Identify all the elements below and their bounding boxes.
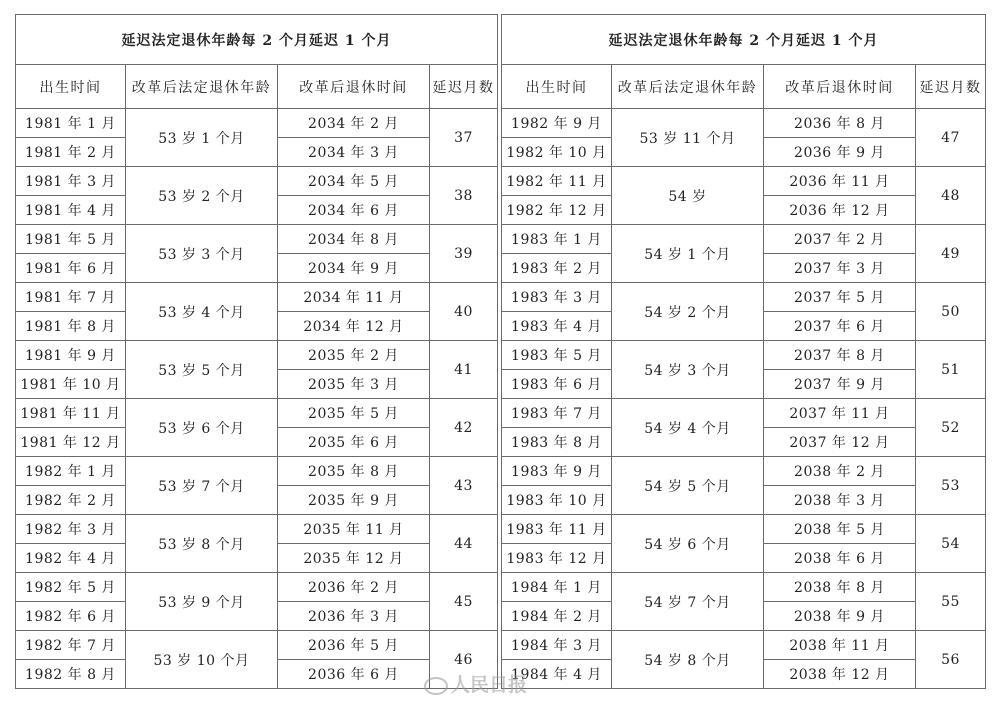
birth-time-cell: 1984 年 3 月 (502, 631, 612, 660)
table-row (502, 341, 986, 370)
retirement-time-cell: 2036 年 9 月 (764, 138, 916, 167)
retirement-time-cell: 2035 年 12 月 (278, 544, 430, 573)
birth-time-cell: 1983 年 2 月 (502, 254, 612, 283)
table-row (16, 631, 498, 660)
delay-months-cell: 49 (916, 225, 986, 283)
retirement-time-cell: 2037 年 2 月 (764, 225, 916, 254)
birth-time-cell: 1981 年 3 月 (16, 167, 126, 196)
retirement-time-cell: 2037 年 5 月 (764, 283, 916, 312)
table-row (16, 515, 498, 544)
table-row (16, 573, 498, 602)
birth-time-cell: 1981 年 9 月 (16, 341, 126, 370)
retirement-age-cell: 54 岁 1 个月 (612, 225, 764, 283)
birth-time-cell: 1982 年 12 月 (502, 196, 612, 225)
retirement-time-cell: 2038 年 9 月 (764, 602, 916, 631)
retirement-time-cell: 2035 年 6 月 (278, 428, 430, 457)
delay-months-cell: 44 (430, 515, 498, 573)
birth-time-cell: 1983 年 8 月 (502, 428, 612, 457)
retirement-time-cell: 2038 年 12 月 (764, 660, 916, 689)
birth-time-cell: 1983 年 11 月 (502, 515, 612, 544)
delay-months-cell: 42 (430, 399, 498, 457)
delay-months-cell: 50 (916, 283, 986, 341)
birth-time-cell: 1982 年 8 月 (16, 660, 126, 689)
table-header-row (16, 65, 498, 109)
retirement-time-cell: 2035 年 8 月 (278, 457, 430, 486)
delay-months-cell: 56 (916, 631, 986, 689)
table-row (16, 167, 498, 196)
table-row (502, 573, 986, 602)
watermark-text: 人民日报 (451, 674, 528, 696)
retirement-time-cell: 2036 年 12 月 (764, 196, 916, 225)
table-row (502, 399, 986, 428)
birth-time-cell: 1981 年 1 月 (16, 109, 126, 138)
header-retirement-time: 改革后退休时间 (278, 65, 430, 109)
birth-time-cell: 1982 年 4 月 (16, 544, 126, 573)
birth-time-cell: 1981 年 6 月 (16, 254, 126, 283)
retirement-age-cell: 53 岁 3 个月 (126, 225, 278, 283)
birth-time-cell: 1984 年 4 月 (502, 660, 612, 689)
retirement-time-cell: 2034 年 11 月 (278, 283, 430, 312)
retirement-time-cell: 2035 年 9 月 (278, 486, 430, 515)
retirement-age-cell: 53 岁 9 个月 (126, 573, 278, 631)
delay-months-cell: 41 (430, 341, 498, 399)
delay-months-cell: 47 (916, 109, 986, 167)
birth-time-cell: 1983 年 12 月 (502, 544, 612, 573)
retirement-age-cell: 54 岁 7 个月 (612, 573, 764, 631)
header-birth-time: 出生时间 (502, 65, 612, 109)
retirement-table-left (15, 14, 498, 689)
header-retirement-time: 改革后退休时间 (764, 65, 916, 109)
birth-time-cell: 1981 年 10 月 (16, 370, 126, 399)
header-retirement-age: 改革后法定退休年龄 (126, 65, 278, 109)
table-title-row (502, 15, 986, 65)
delay-months-cell: 38 (430, 167, 498, 225)
birth-time-cell: 1981 年 12 月 (16, 428, 126, 457)
table-row (502, 515, 986, 544)
table-row (16, 109, 498, 138)
retirement-age-cell: 54 岁 8 个月 (612, 631, 764, 689)
delay-months-cell: 39 (430, 225, 498, 283)
table-row (16, 341, 498, 370)
delay-months-cell: 52 (916, 399, 986, 457)
retirement-age-cell: 53 岁 8 个月 (126, 515, 278, 573)
retirement-time-cell: 2036 年 8 月 (764, 109, 916, 138)
birth-time-cell: 1982 年 6 月 (16, 602, 126, 631)
birth-time-cell: 1984 年 2 月 (502, 602, 612, 631)
header-delay-months: 延迟月数 (430, 65, 498, 109)
retirement-time-cell: 2036 年 3 月 (278, 602, 430, 631)
retirement-age-cell: 54 岁 4 个月 (612, 399, 764, 457)
birth-time-cell: 1981 年 7 月 (16, 283, 126, 312)
retirement-age-cell: 53 岁 7 个月 (126, 457, 278, 515)
birth-time-cell: 1983 年 5 月 (502, 341, 612, 370)
delay-months-cell: 48 (916, 167, 986, 225)
birth-time-cell: 1981 年 8 月 (16, 312, 126, 341)
birth-time-cell: 1982 年 2 月 (16, 486, 126, 515)
birth-time-cell: 1983 年 7 月 (502, 399, 612, 428)
birth-time-cell: 1981 年 2 月 (16, 138, 126, 167)
table-header-row (502, 65, 986, 109)
birth-time-cell: 1981 年 5 月 (16, 225, 126, 254)
retirement-age-cell: 54 岁 3 个月 (612, 341, 764, 399)
table-row (502, 283, 986, 312)
retirement-time-cell: 2035 年 2 月 (278, 341, 430, 370)
birth-time-cell: 1982 年 10 月 (502, 138, 612, 167)
table-row (502, 109, 986, 138)
retirement-time-cell: 2034 年 5 月 (278, 167, 430, 196)
retirement-time-cell: 2035 年 3 月 (278, 370, 430, 399)
retirement-time-cell: 2034 年 2 月 (278, 109, 430, 138)
birth-time-cell: 1982 年 9 月 (502, 109, 612, 138)
retirement-time-cell: 2035 年 5 月 (278, 399, 430, 428)
retirement-time-cell: 2037 年 12 月 (764, 428, 916, 457)
retirement-time-cell: 2037 年 3 月 (764, 254, 916, 283)
retirement-time-cell: 2038 年 8 月 (764, 573, 916, 602)
delay-months-cell: 54 (916, 515, 986, 573)
table-title: 延迟法定退休年龄每 2 个月延迟 1 个月 (16, 15, 498, 65)
delay-months-cell: 45 (430, 573, 498, 631)
birth-time-cell: 1981 年 11 月 (16, 399, 126, 428)
retirement-time-cell: 2037 年 8 月 (764, 341, 916, 370)
retirement-time-cell: 2038 年 6 月 (764, 544, 916, 573)
birth-time-cell: 1982 年 7 月 (16, 631, 126, 660)
retirement-time-cell: 2036 年 5 月 (278, 631, 430, 660)
header-birth-time: 出生时间 (16, 65, 126, 109)
table-row (502, 167, 986, 196)
retirement-time-cell: 2035 年 11 月 (278, 515, 430, 544)
delay-months-cell: 40 (430, 283, 498, 341)
retirement-time-cell: 2037 年 9 月 (764, 370, 916, 399)
birth-time-cell: 1984 年 1 月 (502, 573, 612, 602)
retirement-time-cell: 2036 年 11 月 (764, 167, 916, 196)
birth-time-cell: 1982 年 11 月 (502, 167, 612, 196)
retirement-time-cell: 2034 年 8 月 (278, 225, 430, 254)
retirement-time-cell: 2038 年 5 月 (764, 515, 916, 544)
retirement-time-cell: 2038 年 3 月 (764, 486, 916, 515)
delay-months-cell: 55 (916, 573, 986, 631)
retirement-time-cell: 2037 年 11 月 (764, 399, 916, 428)
birth-time-cell: 1983 年 6 月 (502, 370, 612, 399)
birth-time-cell: 1982 年 3 月 (16, 515, 126, 544)
retirement-time-cell: 2036 年 6 月 (278, 660, 430, 689)
retirement-time-cell: 2036 年 2 月 (278, 573, 430, 602)
birth-time-cell: 1983 年 10 月 (502, 486, 612, 515)
retirement-time-cell: 2034 年 9 月 (278, 254, 430, 283)
table-row (16, 283, 498, 312)
table-row (502, 225, 986, 254)
retirement-age-cell: 53 岁 4 个月 (126, 283, 278, 341)
retirement-time-cell: 2034 年 3 月 (278, 138, 430, 167)
retirement-age-cell: 53 岁 6 个月 (126, 399, 278, 457)
retirement-time-cell: 2037 年 6 月 (764, 312, 916, 341)
table-row (16, 457, 498, 486)
birth-time-cell: 1983 年 1 月 (502, 225, 612, 254)
table-row (502, 457, 986, 486)
retirement-age-cell: 54 岁 (612, 167, 764, 225)
birth-time-cell: 1981 年 4 月 (16, 196, 126, 225)
retirement-age-cell: 53 岁 2 个月 (126, 167, 278, 225)
retirement-time-cell: 2034 年 6 月 (278, 196, 430, 225)
table-row (16, 399, 498, 428)
table-title-row (16, 15, 498, 65)
retirement-time-cell: 2034 年 12 月 (278, 312, 430, 341)
delay-months-cell: 46 (430, 631, 498, 689)
retirement-age-cell: 54 岁 6 个月 (612, 515, 764, 573)
delay-months-cell: 37 (430, 109, 498, 167)
retirement-age-cell: 54 岁 5 个月 (612, 457, 764, 515)
birth-time-cell: 1983 年 9 月 (502, 457, 612, 486)
delay-months-cell: 43 (430, 457, 498, 515)
retirement-age-cell: 53 岁 1 个月 (126, 109, 278, 167)
table-row (16, 225, 498, 254)
table-title: 延迟法定退休年龄每 2 个月延迟 1 个月 (502, 15, 986, 65)
birth-time-cell: 1983 年 3 月 (502, 283, 612, 312)
retirement-time-cell: 2038 年 2 月 (764, 457, 916, 486)
table-row (502, 631, 986, 660)
retirement-age-cell: 54 岁 2 个月 (612, 283, 764, 341)
birth-time-cell: 1983 年 4 月 (502, 312, 612, 341)
retirement-age-cell: 53 岁 10 个月 (126, 631, 278, 689)
header-delay-months: 延迟月数 (916, 65, 986, 109)
delay-months-cell: 51 (916, 341, 986, 399)
retirement-table-right (501, 14, 986, 689)
retirement-age-cell: 53 岁 5 个月 (126, 341, 278, 399)
delay-months-cell: 53 (916, 457, 986, 515)
header-retirement-age: 改革后法定退休年龄 (612, 65, 764, 109)
birth-time-cell: 1982 年 1 月 (16, 457, 126, 486)
retirement-age-cell: 53 岁 11 个月 (612, 109, 764, 167)
retirement-time-cell: 2038 年 11 月 (764, 631, 916, 660)
birth-time-cell: 1982 年 5 月 (16, 573, 126, 602)
